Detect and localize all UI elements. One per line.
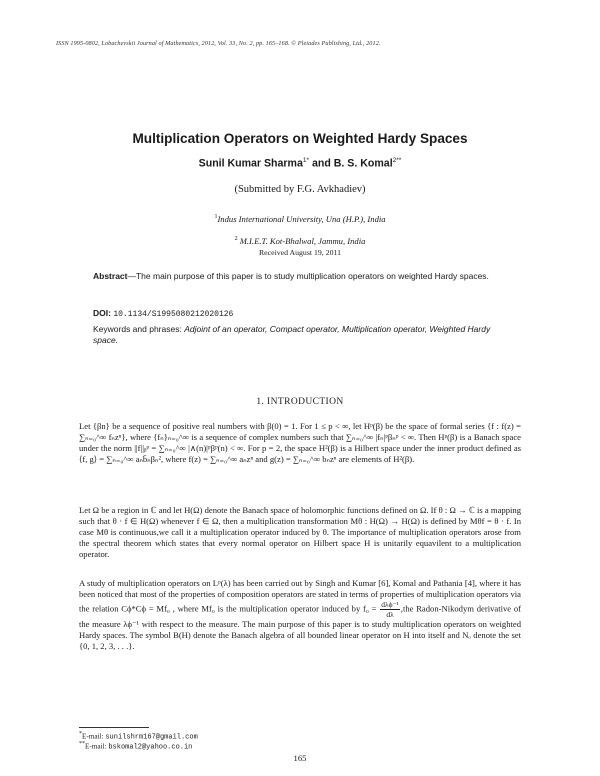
author-1-marker: 1* [302, 157, 310, 164]
section-heading: 1. INTRODUCTION [256, 397, 344, 407]
radon-nikodym-fraction [380, 600, 400, 619]
doi-line [93, 308, 507, 320]
footnote-1-mark: * [79, 731, 82, 737]
author-2: B. S. Komal [333, 157, 393, 170]
footnote-2-mark: ** [79, 741, 85, 747]
affiliation-2-marker: 2 [234, 236, 238, 243]
keywords-text: Adjoint of an operator, Compact operator, Multiplication operator, Weighted Hardy space. [93, 324, 491, 345]
author-connector: and [311, 157, 331, 170]
keywords [93, 324, 507, 346]
received-date: Received August 19, 2011 [258, 248, 341, 257]
affiliation-1-text: Indus International University, Una (H.P.), India [217, 214, 386, 224]
paper-title: Multiplication Operators on Weighted Hardy Spaces [132, 131, 468, 146]
page-number: 165 [293, 753, 307, 763]
abstract-text: —The main purpose of this paper is to study multiplication operators on weighted Hardy spaces. [127, 271, 489, 281]
paragraph-3-part-1: A study of multiplication operators on Lᵖ(λ) has been carried out by Singh and Kumar [6], Komal and Pathania [4], where it has been noticed that most of the properties of composition operators are stated in terms of properties of multiplication operators via the relation Cϕ*Cϕ = Mf₀ , where Mf₀ is the multiplication operator induced by f₀ = [79, 578, 521, 614]
fraction-denominator: dλ [386, 610, 394, 620]
paragraph-2: Let Ω be a region in ℂ and let H(Ω) denote the Banach space of holomorphic functions defined on Ω. If θ : Ω → ℂ is a mapping such that θ · f ∈ H(Ω) whenever f ∈ Ω, then a multiplication transformation Mθ : H(Ω) → H(Ω) is defined by Mθf = θ · f. In case Mθ is continuous,we call it a multiplication operator induced by θ. The importance of multiplication operators arose from the spectral theorem which states that every normal operator on Hilbert space H is unitarily equavilent to a multiplication operator. [79, 505, 521, 560]
footnote-1-label: E-mail: [82, 732, 104, 741]
affiliation-2-text: M.I.E.T. Kot-Bhalwal, Jammu, India [239, 236, 366, 246]
author-2-marker: 2** [392, 157, 402, 164]
footnote-2 [79, 741, 192, 751]
footnote-1 [79, 731, 198, 741]
affiliation-1-marker: 1 [214, 214, 218, 221]
submitted-by: (Submitted by F.G. Avkhadiev) [234, 184, 366, 195]
footnote-2-email[interactable]: bskomal2@yahoo.co.in [108, 743, 193, 752]
footnote-2-label: E-mail: [85, 742, 107, 751]
fraction-numerator: dλϕ⁻¹ [381, 600, 399, 610]
doi-link[interactable]: 10.1134/S1995080212020126 [113, 310, 234, 319]
affiliation-1 [0, 214, 600, 224]
paragraph-3-part-2: ,the Radon-Nikodym derivative of the measure λϕ⁻¹ with respect to the measure. The main purpose of this paper is to study multiplication operators on weighted Hardy spaces. The symbol B(H) denote the Banach algebra of all bounded linear operator on H into itself and Nₒ denote the set {0, 1, 2, 3, . . .}. [79, 603, 521, 652]
affiliation-2 [0, 236, 600, 246]
paragraph-1: Let {βn} be a sequence of positive real numbers with β(0) = 1. For 1 ≤ p < ∞, let Hᵖ(β) be the space of formal series {f : f(z) = ∑ₙ₌₀^∞ fₙzⁿ}, where {fₙ}ₙ₌₀^∞ is a sequence of complex numbers such that ∑ₙ₌₀^∞ |fₙ|ᵖβₙᵖ < ∞. Then Hᵖ(β) is a Banach space under the norm ||f||ᵦᵖ = ∑ₙ₌₀^∞ |∧(n)|ᵖβᵖ(n) < ∞. For p = 2, the space H²(β) is a Hilbert space under the inner product defined as ⟨f, g⟩ = ∑ₙ₌₀^∞ aₙb̄ₙβₙ², where f(z) = ∑ₙ₌₀^∞ aₙzⁿ and g(z) = ∑ₙ₌₀^∞ bₙzⁿ are elements of H²(β). [79, 421, 521, 465]
abstract-label: Abstract [93, 271, 128, 281]
author-1: Sunil Kumar Sharma [198, 157, 303, 170]
author-line [0, 157, 600, 170]
footnote-divider [79, 727, 149, 728]
paragraph-3 [79, 578, 521, 652]
footnote-1-email[interactable]: sunilshrm167@gmail.com [105, 733, 198, 742]
journal-header: ISSN 1995-0802, Lobachevskii Journal of Mathematics, 2012, Vol. 33, No. 2, pp. 165–168. © Pleiades Publishing, Ltd., 2012. [56, 40, 381, 47]
abstract [93, 271, 507, 282]
keywords-label: Keywords and phrases: [93, 324, 182, 334]
doi-label: DOI: [93, 308, 111, 318]
